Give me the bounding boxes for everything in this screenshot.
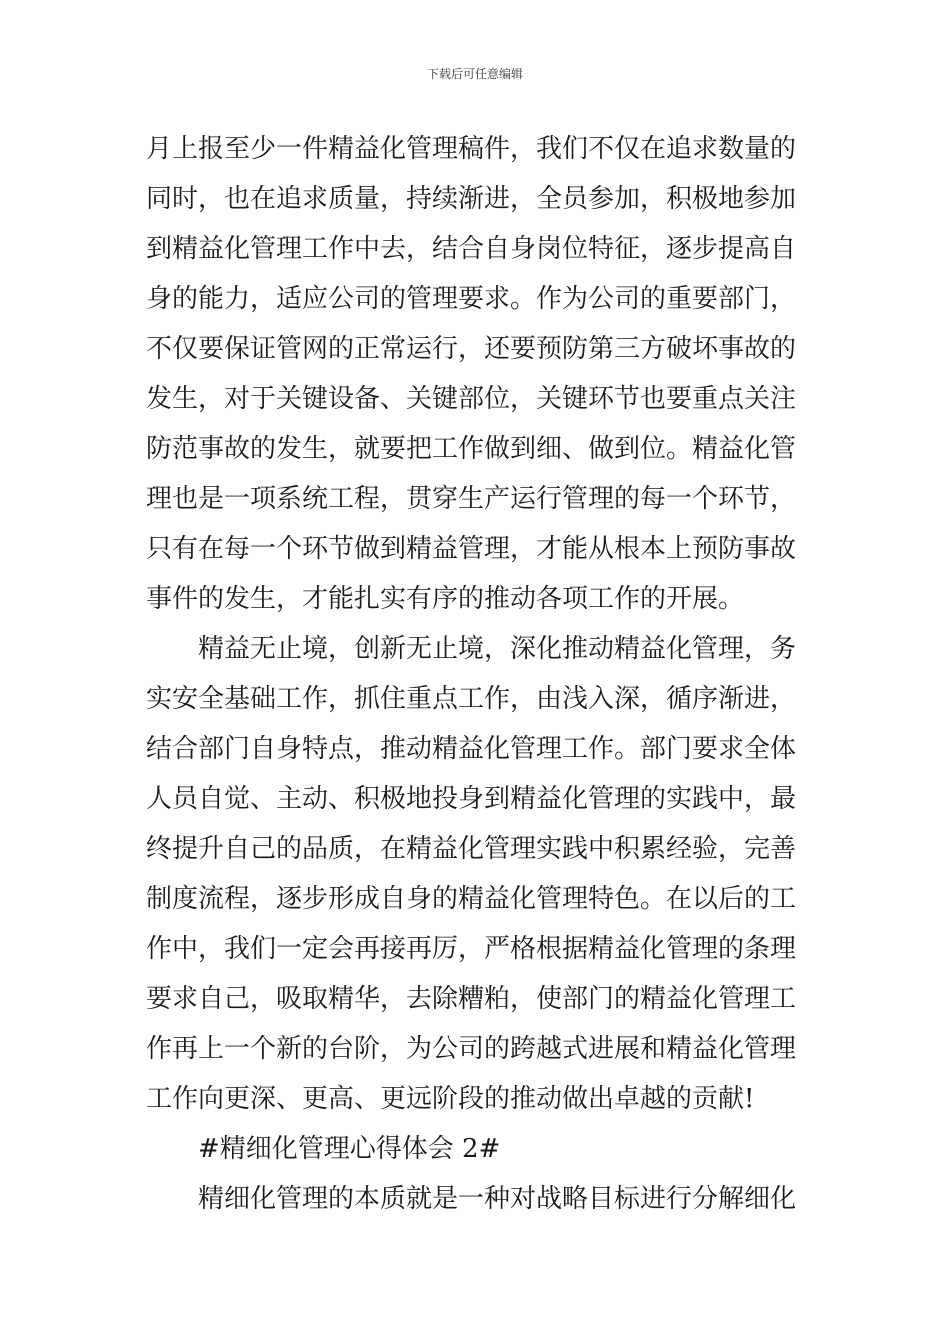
text-line: 只有在每一个环节做到精益管理，才能从根本上预防事故	[146, 534, 797, 564]
text-line: 事件的发生，才能扎实有序的推动各项工作的开展。	[146, 584, 745, 614]
text-line: 月上报至少一件精益化管理稿件，我们不仅在追求数量的	[146, 134, 797, 164]
text-line: 精细化管理的本质就是一种对战略目标进行分解细化	[198, 1184, 797, 1214]
text-line: 作再上一个新的台阶，为公司的跨越式进展和精益化管理	[146, 1034, 797, 1064]
text-line: 身的能力，适应公司的管理要求。作为公司的重要部门，	[146, 284, 797, 314]
page-header-note: 下载后可任意编辑	[426, 67, 523, 81]
text-line: 理也是一项系统工程，贯穿生产运行管理的每一个环节，	[146, 484, 797, 514]
text-line: 终提升自己的品质，在精益化管理实践中积累经验，完善	[146, 834, 797, 864]
text-line: 精益无止境，创新无止境，深化推动精益化管理，务	[198, 634, 797, 664]
text-line: 结合部门自身特点，推动精益化管理工作。部门要求全体	[146, 734, 797, 764]
text-line: 到精益化管理工作中去，结合自身岗位特征，逐步提高自	[146, 234, 797, 264]
text-line: 作中，我们一定会再接再厉，严格根据精益化管理的条理	[146, 934, 797, 964]
text-line: 工作向更深、更高、更远阶段的推动做出卓越的贡献!	[146, 1084, 755, 1114]
text-line: 不仅要保证管网的正常运行，还要预防第三方破坏事故的	[146, 334, 797, 364]
text-line: 人员自觉、主动、积极地投身到精益化管理的实践中，最	[146, 784, 797, 814]
text-line: 要求自己，吸取精华，去除糟粕，使部门的精益化管理工	[146, 984, 797, 1014]
text-line: 实安全基础工作，抓住重点工作，由浅入深，循序渐进，	[146, 684, 797, 714]
text-line: 同时，也在追求质量，持续渐进，全员参加，积极地参加	[146, 184, 797, 214]
text-line: 发生，对于关键设备、关键部位，关键环节也要重点关注	[146, 384, 797, 414]
text-line: 防范事故的发生，就要把工作做到细、做到位。精益化管	[146, 434, 797, 464]
document-body	[146, 124, 806, 1224]
text-line: #精细化管理心得体会 2#	[198, 1134, 501, 1164]
text-line: 制度流程，逐步形成自身的精益化管理特色。在以后的工	[146, 884, 797, 914]
